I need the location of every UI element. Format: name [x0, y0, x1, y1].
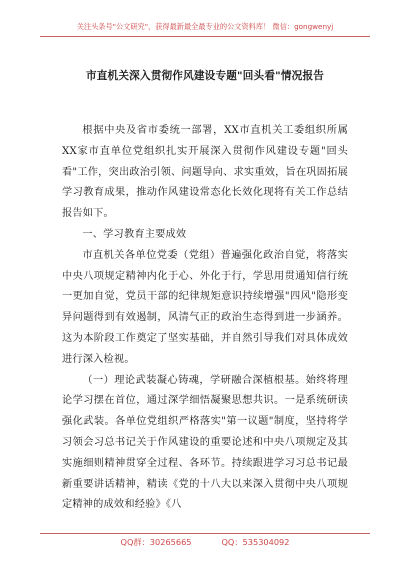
body-paragraph: （一）理论武装凝心铸魂，学研融合深植根基。始终将理论学习摆在首位，通过深学细悟凝聚思想共识。一是系统研读强化武装。各单位党组织严格落实"第一议题"制度，坚持将学习领会习总书记关于作风建设的重要论述和中央八项规定及其实施细则精神贯穿全过程、各环节。持续跟进学习习总书记最新重要讲话精神，精读《党的十八大以来深入贯彻中央八项规定精神的成效和经验》《八: [62, 374, 348, 511]
intro-paragraph: 根据中央及省市委统一部署，XX市直机关工委组织所属XX家市直单位党组织扎实开展深入贯彻作风建设专题"回头看"工作，突出政治引领、问题导向、求实重效，旨在巩固拓展学习教育成果，推动作风建设常态化长效化现将有关工作总结报告如下。: [62, 125, 348, 220]
header-divider: [40, 36, 370, 37]
page-header-banner: 关注头条号"公文研究"，获得最新最全最专业的公文资料库！ 微信：gongwenyj: [76, 22, 334, 31]
qq-group-number: QQ群：30265665: [120, 537, 192, 547]
body-paragraph: 市直机关各单位党委（党组）普遍强化政治自觉，将落实中央八项规定精神内化于心、外化于行，学思用贯通知信行统一更加自觉，党员干部的纪律规矩意识持续增强"四风"隐形变异问题得到有效遏制，风清气正的政治生态得到进一步涵养。这为本阶段工作奠定了坚实基础，并自然引导我们对具体成效进行深入检视。: [62, 249, 348, 365]
footer-divider: [40, 533, 370, 534]
qq-number: QQ：535304092: [221, 537, 290, 547]
page-footer: [40, 537, 370, 548]
document-title: 市直机关深入贯彻作风建设专题"回头看"情况报告: [85, 70, 325, 82]
document-body: [62, 121, 348, 516]
section-heading: 一、学习教育主要成效: [82, 228, 187, 240]
